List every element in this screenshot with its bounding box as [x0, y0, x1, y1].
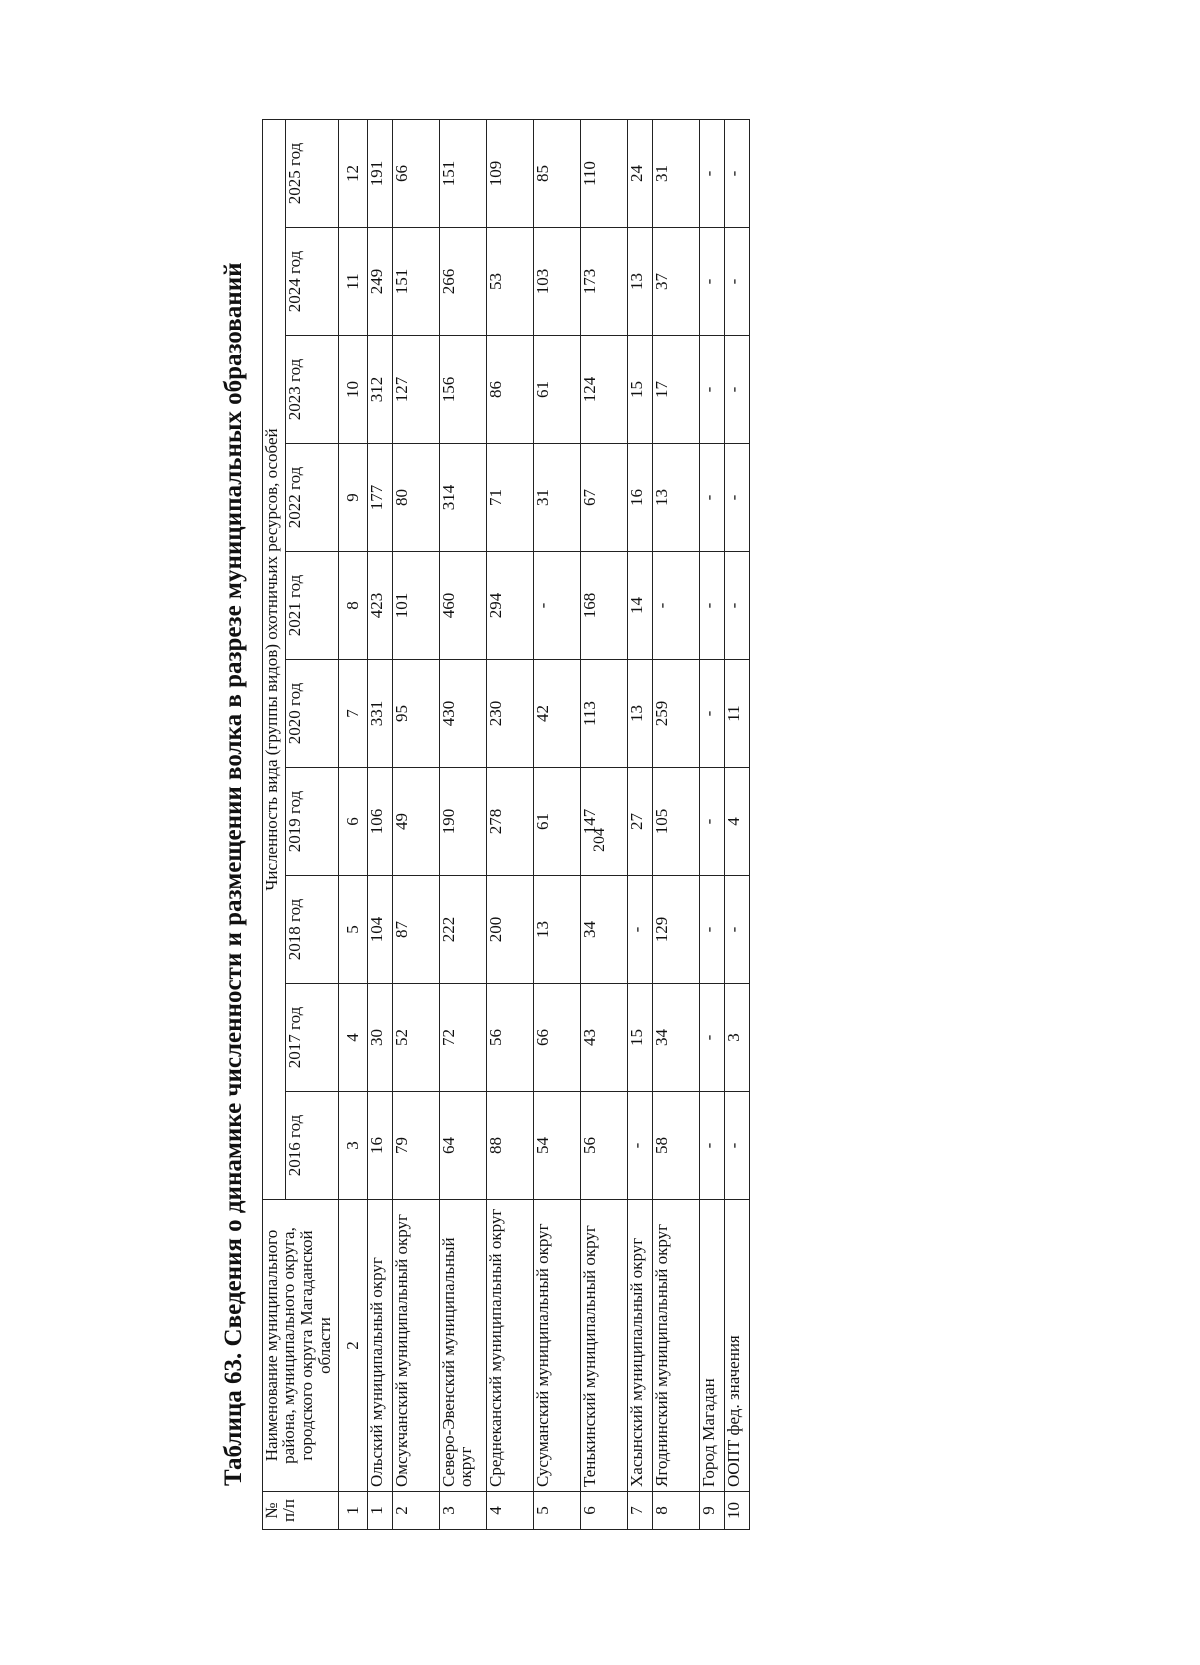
population-value: -: [699, 552, 724, 660]
population-value: 95: [392, 660, 439, 768]
population-value: 27: [627, 768, 652, 876]
column-index-cell: 11: [338, 228, 367, 336]
population-value: -: [724, 336, 749, 444]
population-value: 190: [439, 768, 486, 876]
population-value: -: [699, 119, 724, 227]
column-index-cell: 2: [338, 1200, 367, 1492]
row-number: 1: [367, 1492, 392, 1530]
population-value: -: [627, 1092, 652, 1200]
population-value: 67: [580, 444, 627, 552]
population-value: 30: [367, 984, 392, 1092]
population-value: -: [724, 119, 749, 227]
municipality-name: Среднеканский муниципальный округ: [486, 1200, 533, 1492]
header-no: № п/п: [262, 1492, 338, 1530]
municipality-name: Северо-Эвенский муниципальный округ: [439, 1200, 486, 1492]
population-value: 294: [486, 552, 533, 660]
header-year: 2018 год: [285, 876, 338, 984]
population-value: 104: [367, 876, 392, 984]
wolf-population-table: [262, 119, 750, 1530]
population-value: 278: [486, 768, 533, 876]
population-value: 56: [580, 1092, 627, 1200]
population-value: 331: [367, 660, 392, 768]
table-row: [627, 119, 652, 1529]
column-index-cell: 3: [338, 1092, 367, 1200]
population-value: 56: [486, 984, 533, 1092]
population-value: 249: [367, 228, 392, 336]
population-value: 312: [367, 336, 392, 444]
population-value: 17: [652, 336, 699, 444]
population-value: 266: [439, 228, 486, 336]
header-year: 2025 год: [285, 119, 338, 227]
header-year: 2017 год: [285, 984, 338, 1092]
header-year: 2021 год: [285, 552, 338, 660]
table-row: [486, 119, 533, 1529]
population-value: -: [699, 660, 724, 768]
row-number: 9: [699, 1492, 724, 1530]
population-value: 49: [392, 768, 439, 876]
row-number: 8: [652, 1492, 699, 1530]
header-year: 2023 год: [285, 336, 338, 444]
population-value: -: [724, 552, 749, 660]
population-value: -: [724, 444, 749, 552]
population-value: 129: [652, 876, 699, 984]
population-value: 14: [627, 552, 652, 660]
population-value: 151: [439, 119, 486, 227]
header-year: 2016 год: [285, 1092, 338, 1200]
row-number: 3: [439, 1492, 486, 1530]
population-value: 34: [652, 984, 699, 1092]
population-value: 64: [439, 1092, 486, 1200]
population-value: 156: [439, 336, 486, 444]
column-index-cell: 12: [338, 119, 367, 227]
column-index-cell: 8: [338, 552, 367, 660]
population-value: 16: [627, 444, 652, 552]
municipality-name: Ольский муниципальный округ: [367, 1200, 392, 1492]
municipality-name: Тенькинский муниципальный округ: [580, 1200, 627, 1492]
population-value: 42: [533, 660, 580, 768]
population-value: 53: [486, 228, 533, 336]
population-value: 113: [580, 660, 627, 768]
population-value: 423: [367, 552, 392, 660]
population-value: 37: [652, 228, 699, 336]
population-value: 101: [392, 552, 439, 660]
table-row: [533, 119, 580, 1529]
population-value: 430: [439, 660, 486, 768]
population-value: 147: [580, 768, 627, 876]
population-value: 259: [652, 660, 699, 768]
population-value: -: [699, 336, 724, 444]
row-number: 6: [580, 1492, 627, 1530]
population-value: 88: [486, 1092, 533, 1200]
population-value: 151: [392, 228, 439, 336]
population-value: 15: [627, 336, 652, 444]
population-value: -: [652, 552, 699, 660]
population-value: 13: [533, 876, 580, 984]
population-value: 54: [533, 1092, 580, 1200]
table-row: [392, 119, 439, 1529]
population-value: 200: [486, 876, 533, 984]
population-value: -: [724, 1092, 749, 1200]
population-value: 85: [533, 119, 580, 227]
population-value: 13: [627, 228, 652, 336]
header-name: Наименование муниципального района, муниципального округа, городского округа Магаданской области: [262, 1200, 338, 1492]
population-value: 86: [486, 336, 533, 444]
table-row: [652, 119, 699, 1529]
page-number: 204: [591, 828, 608, 852]
header-year: 2020 год: [285, 660, 338, 768]
header-year: 2019 год: [285, 768, 338, 876]
population-value: 87: [392, 876, 439, 984]
table-row: [699, 119, 724, 1529]
municipality-name: Хасынский муниципальный округ: [627, 1200, 652, 1492]
population-value: 109: [486, 119, 533, 227]
population-value: 31: [652, 119, 699, 227]
population-value: 43: [580, 984, 627, 1092]
municipality-name: Омсукчанский муниципальный округ: [392, 1200, 439, 1492]
population-value: -: [699, 228, 724, 336]
header-year: 2022 год: [285, 444, 338, 552]
column-index-cell: 4: [338, 984, 367, 1092]
population-value: 16: [367, 1092, 392, 1200]
population-value: 31: [533, 444, 580, 552]
row-number: 2: [392, 1492, 439, 1530]
population-value: 222: [439, 876, 486, 984]
population-value: 13: [627, 660, 652, 768]
row-number: 7: [627, 1492, 652, 1530]
population-value: 177: [367, 444, 392, 552]
population-value: -: [724, 228, 749, 336]
population-value: 58: [652, 1092, 699, 1200]
population-value: 34: [580, 876, 627, 984]
population-value: 52: [392, 984, 439, 1092]
row-number: 4: [486, 1492, 533, 1530]
population-value: 71: [486, 444, 533, 552]
population-value: 124: [580, 336, 627, 444]
rotated-content: [220, 110, 750, 1530]
population-value: 3: [724, 984, 749, 1092]
population-value: 230: [486, 660, 533, 768]
population-value: -: [699, 444, 724, 552]
table-row: [439, 119, 486, 1529]
column-index-cell: 10: [338, 336, 367, 444]
population-value: 72: [439, 984, 486, 1092]
population-value: -: [699, 1092, 724, 1200]
population-value: -: [724, 876, 749, 984]
row-number: 5: [533, 1492, 580, 1530]
population-value: 15: [627, 984, 652, 1092]
population-value: 106: [367, 768, 392, 876]
table-row: [724, 119, 749, 1529]
population-value: 460: [439, 552, 486, 660]
table-row: [580, 119, 627, 1529]
column-index-cell: 5: [338, 876, 367, 984]
population-value: 24: [627, 119, 652, 227]
population-value: -: [699, 876, 724, 984]
population-value: 66: [533, 984, 580, 1092]
population-value: -: [699, 984, 724, 1092]
municipality-name: Сусуманский муниципальный округ: [533, 1200, 580, 1492]
population-value: -: [699, 768, 724, 876]
population-value: 191: [367, 119, 392, 227]
header-year: 2024 год: [285, 228, 338, 336]
population-value: 80: [392, 444, 439, 552]
population-value: 314: [439, 444, 486, 552]
column-index-cell: 1: [338, 1492, 367, 1530]
population-value: 4: [724, 768, 749, 876]
population-value: 105: [652, 768, 699, 876]
column-index-cell: 9: [338, 444, 367, 552]
population-value: 13: [652, 444, 699, 552]
population-value: 103: [533, 228, 580, 336]
municipality-name: Ягоднинский муниципальный округ: [652, 1200, 699, 1492]
population-value: 173: [580, 228, 627, 336]
population-value: 61: [533, 768, 580, 876]
population-value: -: [533, 552, 580, 660]
table-row: [367, 119, 392, 1529]
population-value: 11: [724, 660, 749, 768]
population-value: 79: [392, 1092, 439, 1200]
population-value: 66: [392, 119, 439, 227]
municipality-name: Город Магадан: [699, 1200, 724, 1492]
population-value: 110: [580, 119, 627, 227]
row-number: 10: [724, 1492, 749, 1530]
column-index-cell: 6: [338, 768, 367, 876]
municipality-name: ООПТ фед. значения: [724, 1200, 749, 1492]
population-value: 61: [533, 336, 580, 444]
population-value: 127: [392, 336, 439, 444]
population-value: -: [627, 876, 652, 984]
column-index-cell: 7: [338, 660, 367, 768]
table-title: Таблица 63. Сведения о динамике численности и размещении волка в разрезе муниципальных образований: [220, 262, 247, 1486]
population-value: 168: [580, 552, 627, 660]
header-group: Численность вида (группы видов) охотничьих ресурсов, особей: [262, 119, 285, 1199]
